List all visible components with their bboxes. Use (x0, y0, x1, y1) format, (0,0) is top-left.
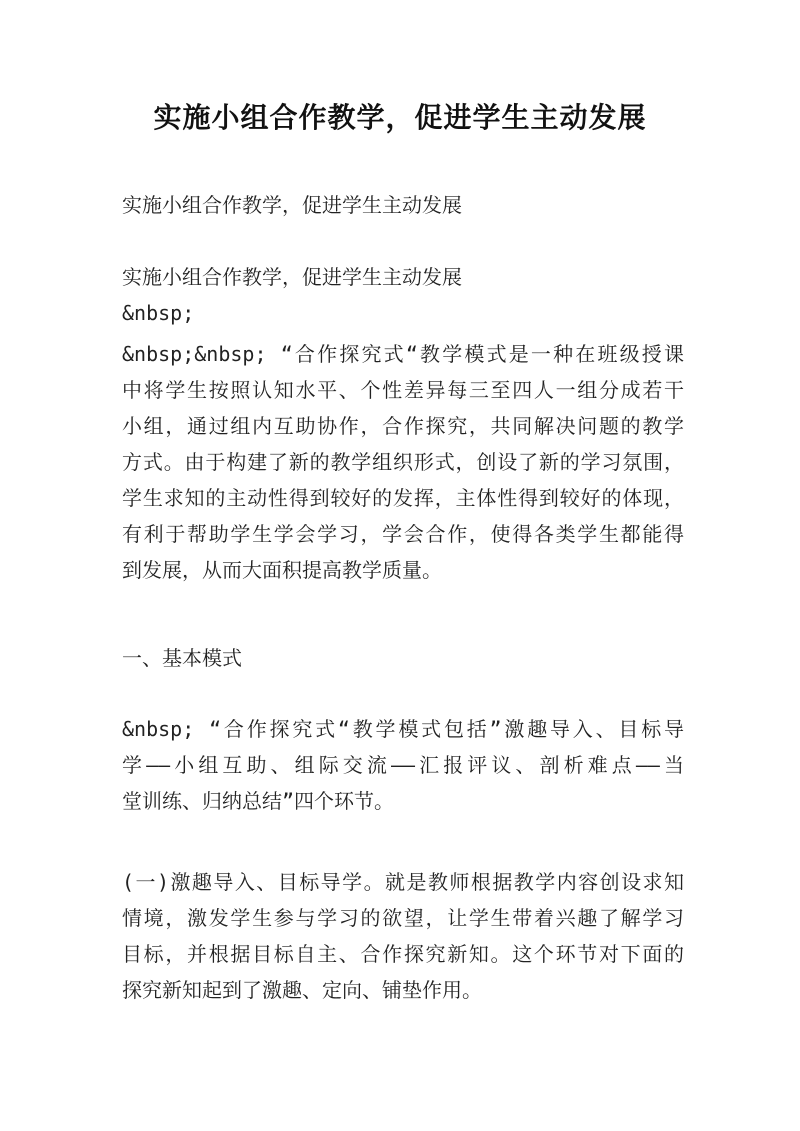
subtitle-line-1 (122, 187, 682, 223)
section-heading (122, 640, 682, 676)
heading-text: 一、基本模式 (122, 646, 242, 670)
document-title: 实施小组合作教学，促进学生主动发展 (153, 101, 647, 134)
paragraph-mode (122, 711, 682, 819)
paragraph-line: 目标，并根据目标自主、合作探究新知。这个环节对下面的 (122, 942, 684, 966)
subtitle-text: 实施小组合作教学，促进学生主动发展 (122, 265, 462, 289)
paragraph-line: 中将学生按照认知水平、个性差异每三至四人一组分成若干 (122, 378, 684, 402)
paragraph-line: &nbsp; “合作探究式“教学模式包括”激趣导入、目标导 (122, 717, 684, 741)
nbsp-text: &nbsp; (122, 301, 195, 325)
paragraph-line: 学——小组互助、组际交流——汇报评议、剖析难点——当 (122, 753, 684, 777)
paragraph-line: 方式。由于构建了新的教学组织形式，创设了新的学习氛围， (122, 450, 684, 474)
paragraph-line: 学生求知的主动性得到较好的发挥，主体性得到较好的体现， (122, 486, 684, 510)
nbsp-line (122, 295, 682, 331)
paragraph-line: 到发展，从而大面积提高教学质量。 (122, 558, 442, 582)
paragraph-line: 有利于帮助学生学会学习，学会合作，使得各类学生都能得 (122, 522, 684, 546)
paragraph-line: &nbsp;&nbsp; “合作探究式“教学模式是一种在班级授课 (122, 342, 684, 366)
paragraph-line: 堂训练、归纳总结”四个环节。 (122, 789, 395, 813)
paragraph-line: 探究新知起到了激趣、定向、铺垫作用。 (122, 978, 482, 1002)
subtitle-text: 实施小组合作教学，促进学生主动发展 (122, 193, 462, 217)
subtitle-line-2 (122, 259, 682, 295)
paragraph-line: 小组，通过组内互助协作，合作探究，共同解决问题的教学 (122, 414, 684, 438)
paragraph-step-one (122, 864, 682, 1008)
paragraph-intro (122, 336, 682, 588)
paragraph-line: 情境，激发学生参与学习的欲望，让学生带着兴趣了解学习 (122, 906, 684, 930)
paragraph-line: (一)激趣导入、目标导学。就是教师根据教学内容创设求知 (122, 870, 684, 894)
